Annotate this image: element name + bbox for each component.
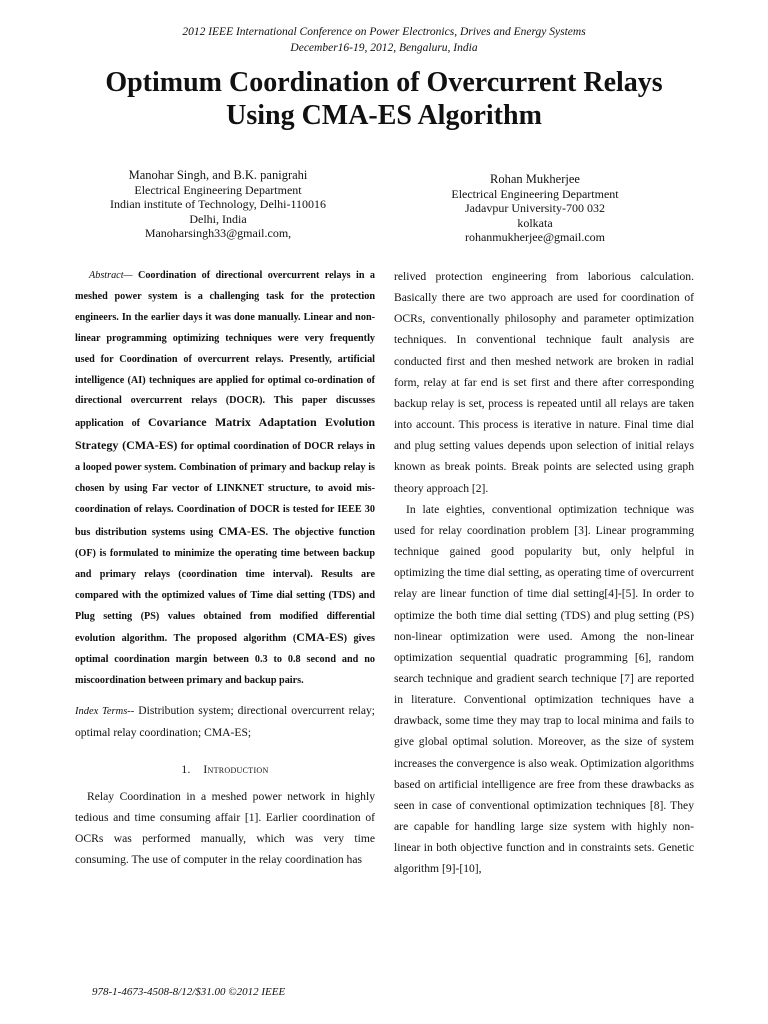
paper-title-line-2: Using CMA-ES Algorithm [226,100,542,131]
section-title: Introduction [203,764,269,777]
paper-title-line-1: Optimum Coordination of Overcurrent Relays [105,67,663,98]
author-name: Rohan Mukherjee [490,172,580,186]
author-block-1 [98,168,338,241]
author-name: Manohar Singh, and B.K. panigrahi [128,168,308,182]
abstract-text-1: Coordination of directional overcurrent relays in a meshed power system is a challenging task for the protection engineers. In the earlier days it was done manually. Linear and non-linear programming optimizing techniques were very frequently used for Coordination of overcurrent relays. Presently, artificial intelligence (AI) techniques are applied for optimal co-ordination of directional overcurrent relays (DOCR). This paper discusses application of [75,270,375,430]
author-email: rohanmukherjee@gmail.com [464,230,605,244]
author-department: Electrical Engineering Department [451,186,619,201]
left-column [75,266,375,871]
index-terms-text: Distribution system; directional overcurrent relay; optimal relay coordination; CMA-ES; [75,704,375,739]
abstract-cmaes-full: Covariance Matrix Adaptation Evolution Strategy (CMA-ES) [75,415,375,453]
author-department: Electrical Engineering Department [134,182,302,197]
copyright-footer: 978-1-4673-4508-8/12/$31.00 ©2012 IEEE [92,986,286,998]
index-terms-label: Index Terms-- [75,706,135,718]
conference-header [0,24,768,56]
author-block-2 [420,172,650,245]
right-column [394,266,694,880]
author-institution: Jadavpur University-700 032 [465,201,605,215]
body-paragraph-2: In late eighties, conventional optimization technique was used for relay coordination problem [3]. Linear programming technique gained good popularity but, only helpful in optimizing the time dial setting, as operating time of overcurrent relay are linear function of time dial setting[4]-[5]. In order to optimize the both time dial setting (TDS) and plug setting (PS) non-linear optimization were used. Among the non-linear optimization sequential quadratic programming [6], random search technique and gradient search technique [7] are reported in literature. Conventional optimization techniques have a drawback, some time they may trap to local minima and fails to give global optimal solution. Moreover, as the size of system increases the convergence is also weak. Optimization algorithms based on artificial intelligence are free from these drawbacks as seen in case of conventional optimization techniques [8]. They are capable for handling large size system with highly non-linear in both objective function and in constraints sets. Genetic algorithm [9]-[10], [394,502,694,876]
abstract-cmaes-short: CMA-ES [218,523,266,538]
abstract [75,266,375,692]
abstract-text-3: . The objective function (OF) is formulated to minimize the operating time between backup and primary relays (coordination time interval). Results are compared with the optimized values of Time dial setting (TDS) and Plug setting (PS) values obtained from modified differential evolution algorithm. The proposed algorithm ( [75,526,375,645]
body-paragraph-1: relived protection engineering from laborious calculation. Basically there are two approach are used for coordination of OCRs, conventionally philosophy and parameter optimization techniques. In conventional technique fault analysis are conducted first and then meshed network are broken in radial form, relay at far end is set first and there after corresponding backup relay is set, process is repeated until all relays are taken into account. This process is iterative in nature. Final time dial and plug setting values depends upon selection of initial relays known as break points. Break points are selected using graph theory approach [2]. [394,270,694,495]
author-institution: Indian institute of Technology, Delhi-110016 [109,197,326,211]
conference-line-1: 2012 IEEE International Conference on Power Electronics, Drives and Energy Systems [182,26,586,38]
author-city: Delhi, India [189,211,247,226]
conference-line-2: December16-19, 2012, Bengaluru, India [290,42,478,54]
abstract-label: Abstract— [89,270,133,281]
paper-title [40,66,728,132]
intro-paragraph: Relay Coordination in a meshed power network in highly tedious and time consuming affair [1]. Earlier coordination of OCRs was performed manually, which was very time consuming. The use of computer in the relay coordination has [75,790,375,866]
abstract-cmaes-short-2: CMA-ES [296,630,344,645]
abstract-text-2: for optimal coordination of DOCR relays in a looped power system. Combination of primary and backup relay is chosen by using Far vector of LINKNET structure, to avoid mis-coordination of relays. Coordination of DOCR is tested for IEEE 30 bus distribution systems using [75,441,375,538]
abstract-text-4: ) gives optimal coordination margin between 0.3 to 0.8 second and no miscoordination between primary and backup pairs. [75,633,376,687]
section-heading-introduction [75,761,375,779]
author-email: Manoharsingh33@gmail.com, [144,226,292,240]
index-terms [75,701,375,743]
author-city: kolkata [517,215,553,230]
section-number: 1. [181,764,191,777]
